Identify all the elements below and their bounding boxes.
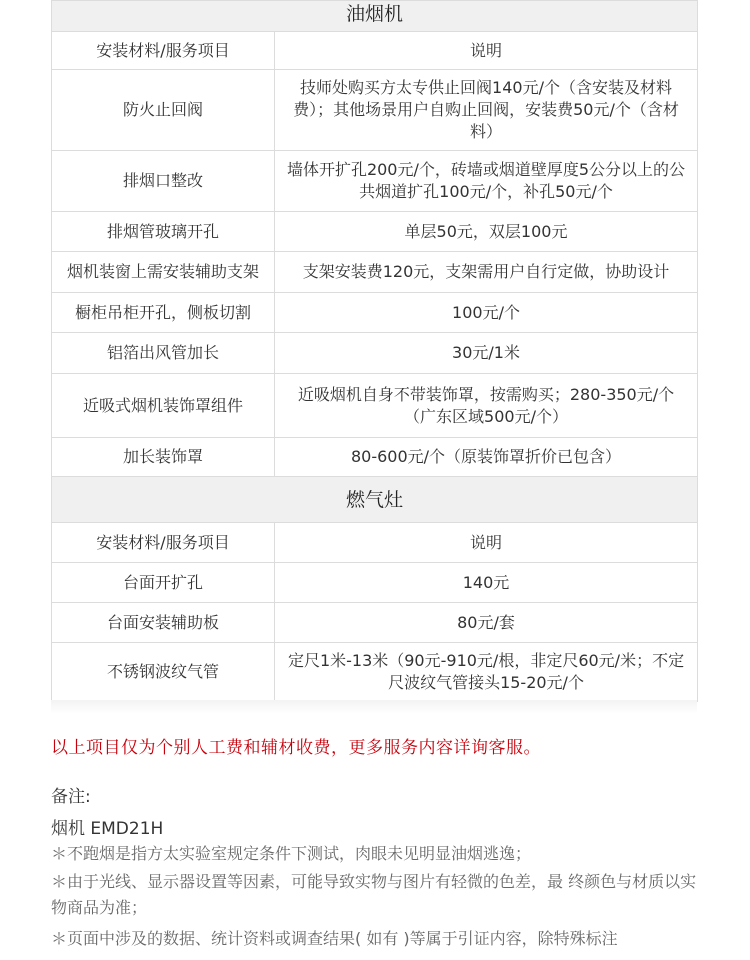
table-row <box>52 643 698 702</box>
row-item: 台面开扩孔 <box>52 563 275 603</box>
disclaimer-item: ＊不跑烟是指方太实验室规定条件下测试，肉眼未见明显油烟逃逸； <box>51 844 532 863</box>
row-item: 不锈钢波纹气管 <box>52 643 275 702</box>
hood-item-column-header: 安装材料/服务项目 <box>52 32 275 70</box>
remark-label: 备注: <box>51 787 91 807</box>
stove-column-header-row <box>52 523 698 563</box>
hood-section-header-row <box>52 1 698 32</box>
hood-section-title: 油烟机 <box>52 1 698 32</box>
row-desc: 单层50元，双层100元 <box>275 212 698 252</box>
row-item: 橱柜吊柜开孔，侧板切割 <box>52 293 275 333</box>
table-row <box>52 603 698 643</box>
table-row <box>52 151 698 212</box>
row-desc: 80元/套 <box>275 603 698 643</box>
table-row <box>52 438 698 477</box>
row-item: 烟机装窗上需安装辅助支架 <box>52 252 275 293</box>
stove-desc-column-header: 说明 <box>275 523 698 563</box>
model-number: 烟机 EMD21H <box>51 819 164 839</box>
row-desc: 支架安装费120元，支架需用户自行定做，协助设计 <box>275 252 698 293</box>
row-desc: 80-600元/个（原装饰罩折价已包含） <box>275 438 698 477</box>
row-item: 铝箔出风管加长 <box>52 333 275 374</box>
hood-column-header-row <box>52 32 698 70</box>
table-row <box>52 70 698 151</box>
table-row <box>52 333 698 374</box>
row-item: 防火止回阀 <box>52 70 275 151</box>
table-row <box>52 293 698 333</box>
row-item: 排烟口整改 <box>52 151 275 212</box>
row-desc: 近吸烟机自身不带装饰罩，按需购买；280-350元/个（广东区域500元/个） <box>275 374 698 438</box>
table-row <box>52 563 698 603</box>
stove-section-header-row <box>52 477 698 523</box>
row-desc: 技师处购买方太专供止回阀140元/个（含安装及材料费）；其他场景用户自购止回阀，安装费50元/个（含材料） <box>275 70 698 151</box>
row-item: 台面安装辅助板 <box>52 603 275 643</box>
row-item: 排烟管玻璃开孔 <box>52 212 275 252</box>
table-row <box>52 212 698 252</box>
row-item: 加长装饰罩 <box>52 438 275 477</box>
disclaimer-item: ＊由于光线、显示器设置等因素，可能导致实物与图片有轻微的色差，最 终颜色与材质以实物商品为准； <box>51 872 697 917</box>
price-table <box>51 0 698 702</box>
stove-section-title: 燃气灶 <box>52 477 698 523</box>
service-fee-note: 以上项目仅为个别人工费和辅材收费，更多服务内容详询客服。 <box>51 738 541 758</box>
row-item: 近吸式烟机装饰罩组件 <box>52 374 275 438</box>
table-row <box>52 374 698 438</box>
stove-item-column-header: 安装材料/服务项目 <box>52 523 275 563</box>
table-row <box>52 252 698 293</box>
row-desc: 100元/个 <box>275 293 698 333</box>
row-desc: 定尺1米-13米（90元-910元/根，非定尺60元/米；不定尺波纹气管接头15-20元/个 <box>275 643 698 702</box>
row-desc: 墙体开扩孔200元/个，砖墙或烟道壁厚度5公分以上的公共烟道扩孔100元/个，补孔50元/个 <box>275 151 698 212</box>
row-desc: 30元/1米 <box>275 333 698 374</box>
row-desc: 140元 <box>275 563 698 603</box>
table-bottom-shadow <box>51 700 697 714</box>
disclaimer-item: ＊页面中涉及的数据、统计资料或调查结果( 如有 )等属于引证内容，除特殊标注 <box>51 929 618 948</box>
hood-desc-column-header: 说明 <box>275 32 698 70</box>
